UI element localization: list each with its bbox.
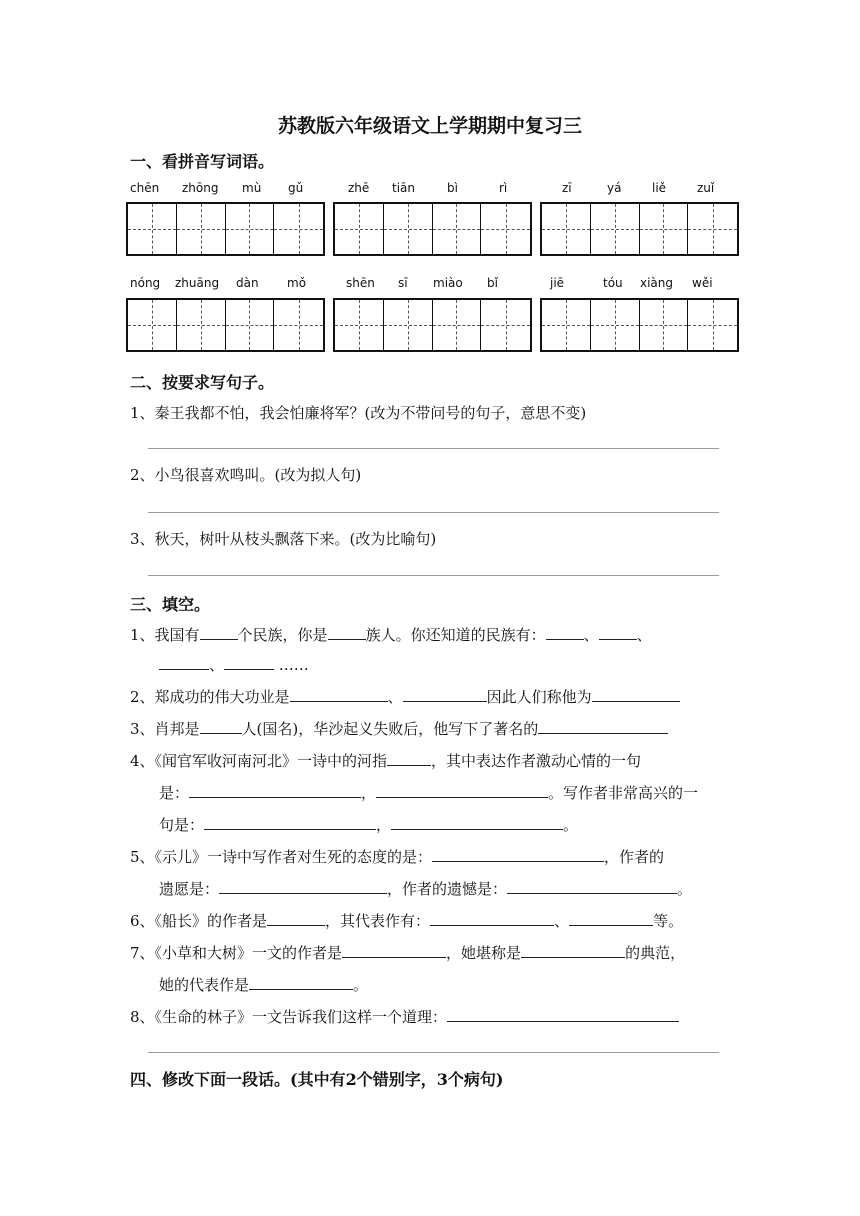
pinyin: tiān (392, 181, 415, 195)
question-text: 2、小鸟很喜欢鸣叫。(改为拟人句) (130, 466, 362, 484)
pinyin: wěi (692, 276, 713, 290)
blank[interactable] (376, 783, 548, 798)
blank[interactable] (219, 879, 387, 894)
writing-cell[interactable] (226, 300, 275, 350)
text: 族人。你还知道的民族有： (365, 626, 546, 644)
pinyin: yá (607, 181, 622, 195)
text: 、 (583, 626, 599, 644)
pinyin: zhē (348, 181, 370, 195)
fill-item-2 (130, 686, 680, 707)
blank[interactable] (599, 625, 637, 640)
text: 5、《示儿》一诗中写作者对生死的态度的是： (130, 848, 433, 866)
pinyin: chēn (130, 181, 160, 195)
blank[interactable] (224, 655, 274, 670)
pinyin: dàn (236, 276, 259, 290)
fill-item-1-cont (159, 654, 309, 675)
writing-grid[interactable] (540, 298, 739, 352)
writing-grid[interactable] (126, 202, 325, 256)
writing-cell[interactable] (640, 300, 689, 350)
pinyin: bì (447, 181, 458, 195)
blank[interactable] (521, 943, 625, 958)
fill-item-5 (130, 846, 664, 867)
fill-item-7-cont (159, 974, 368, 995)
fill-item-7 (130, 942, 685, 963)
blank[interactable] (249, 975, 353, 990)
blank[interactable] (592, 687, 680, 702)
blank[interactable] (200, 719, 242, 734)
blank[interactable] (290, 687, 388, 702)
writing-grid[interactable] (126, 298, 325, 352)
writing-cell[interactable] (542, 204, 591, 254)
writing-cell[interactable] (335, 204, 384, 254)
writing-cell[interactable] (274, 300, 323, 350)
blank[interactable] (189, 783, 361, 798)
writing-grid[interactable] (333, 298, 532, 352)
blank[interactable] (328, 625, 366, 640)
fill-item-5-cont (159, 878, 692, 899)
pinyin: tóu (603, 276, 623, 290)
text: ， (376, 816, 392, 834)
text: ，作者的遗憾是： (387, 880, 508, 898)
pinyin: zuǐ (697, 181, 715, 195)
writing-cell[interactable] (688, 300, 737, 350)
writing-cell[interactable] (335, 300, 384, 350)
blank[interactable] (430, 911, 554, 926)
text: 遗愿是： (159, 880, 220, 898)
section-1-heading: 一、看拼音写词语。 (130, 152, 275, 171)
writing-cell[interactable] (688, 204, 737, 254)
writing-cell[interactable] (128, 204, 177, 254)
text: ，其代表作有： (325, 912, 431, 930)
writing-cell[interactable] (177, 204, 226, 254)
writing-cell[interactable] (481, 300, 530, 350)
fill-item-3 (130, 718, 668, 739)
pinyin: jiē (550, 276, 565, 290)
text: 人(国名)，华沙起义失败后，他写下了著名的 (241, 720, 539, 738)
text: 6、《船长》的作者是 (130, 912, 268, 930)
writing-cell[interactable] (640, 204, 689, 254)
text: 等。 (653, 912, 684, 930)
text: 句是： (159, 816, 205, 834)
fill-item-1 (130, 624, 652, 645)
answer-line[interactable] (148, 575, 719, 576)
writing-cell[interactable] (433, 300, 482, 350)
blank[interactable] (447, 1007, 679, 1022)
writing-cell[interactable] (384, 204, 433, 254)
text: 是： (159, 784, 190, 802)
pinyin: bǐ (487, 276, 498, 290)
writing-cell[interactable] (128, 300, 177, 350)
writing-cell[interactable] (591, 204, 640, 254)
page-title: 苏教版六年级语文上学期期中复习三 (277, 115, 582, 137)
writing-cell[interactable] (384, 300, 433, 350)
writing-cell[interactable] (177, 300, 226, 350)
answer-line[interactable] (148, 1052, 719, 1053)
text: 的典范， (625, 944, 686, 962)
answer-line[interactable] (148, 448, 719, 449)
writing-cell[interactable] (591, 300, 640, 350)
text: 。 (353, 976, 369, 994)
blank[interactable] (403, 687, 487, 702)
writing-cell[interactable] (481, 204, 530, 254)
blank[interactable] (267, 911, 325, 926)
pinyin: nóng (130, 276, 161, 290)
fill-item-4 (130, 750, 641, 771)
text: 4、《闻官军收河南河北》一诗中的河指 (130, 752, 388, 770)
text: 、 (209, 656, 225, 674)
fill-item-4-cont2 (159, 814, 578, 835)
blank[interactable] (569, 911, 653, 926)
text: 。 (563, 816, 579, 834)
question-text: 1、秦王我都不怕，我会怕廉将军？(改为不带问号的句子，意思不变) (130, 404, 587, 422)
pinyin: mù (242, 181, 262, 195)
blank[interactable] (200, 625, 238, 640)
blank[interactable] (387, 751, 431, 766)
pinyin: liě (652, 181, 667, 195)
pinyin: zhōng (182, 181, 219, 195)
pinyin: zhuāng (175, 276, 220, 290)
fill-item-6 (130, 910, 683, 931)
writing-grid[interactable] (540, 202, 739, 256)
text: 、 (554, 912, 570, 930)
section-4-heading: 四、修改下面一段话。(其中有2个错别字，3个病句) (130, 1070, 504, 1089)
writing-cell[interactable] (226, 204, 275, 254)
text: 。 (677, 880, 693, 898)
blank[interactable] (159, 655, 209, 670)
section-3-heading: 三、填空。 (130, 595, 211, 614)
question-text: 3、秋天，树叶从枝头飘落下来。(改为比喻句) (130, 530, 437, 548)
text: 1、我国有 (130, 626, 200, 644)
section-2-heading: 二、按要求写句子。 (130, 373, 275, 392)
blank[interactable] (432, 847, 604, 862)
pinyin: gǔ (288, 181, 304, 195)
pinyin: sī (398, 276, 408, 290)
blank[interactable] (546, 625, 584, 640)
text: 、 (387, 688, 403, 706)
text: ，她堪称是 (446, 944, 522, 962)
pinyin: rì (499, 181, 508, 195)
blank[interactable] (391, 815, 563, 830)
text: 、 (636, 626, 652, 644)
text: …… (278, 656, 309, 674)
pinyin: shēn (346, 276, 375, 290)
pinyin: xiàng (640, 276, 674, 290)
blank[interactable] (538, 719, 668, 734)
text: 8、《生命的林子》一文告诉我们这样一个道理： (130, 1008, 448, 1026)
writing-cell[interactable] (274, 204, 323, 254)
pinyin: miào (433, 276, 463, 290)
text: 2、郑成功的伟大功业是 (130, 688, 290, 706)
writing-grid[interactable] (333, 202, 532, 256)
text: 个民族，你是 (237, 626, 328, 644)
fill-item-4-cont (159, 782, 698, 803)
text: 她的代表作是 (159, 976, 250, 994)
text: 因此人们称他为 (486, 688, 592, 706)
blank[interactable] (507, 879, 677, 894)
fill-item-8 (130, 1006, 679, 1027)
blank[interactable] (342, 943, 446, 958)
text: 。写作者非常高兴的一 (548, 784, 699, 802)
pinyin: mǒ (287, 276, 307, 290)
text: ， (361, 784, 377, 802)
blank[interactable] (204, 815, 376, 830)
writing-cell[interactable] (433, 204, 482, 254)
answer-line[interactable] (148, 512, 719, 513)
text: ，其中表达作者激动心情的一句 (431, 752, 642, 770)
pinyin: zī (562, 181, 572, 195)
writing-cell[interactable] (542, 300, 591, 350)
text: 7、《小草和大树》一文的作者是 (130, 944, 343, 962)
text: ，作者的 (604, 848, 665, 866)
text: 3、肖邦是 (130, 720, 200, 738)
